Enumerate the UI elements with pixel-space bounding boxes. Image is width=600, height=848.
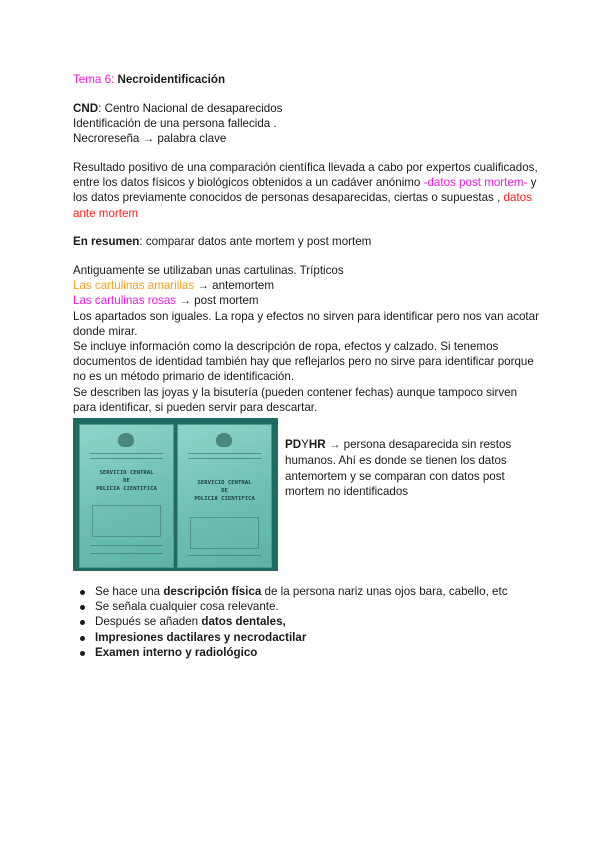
pdyhr-paragraph	[285, 437, 525, 500]
page-title	[73, 72, 543, 87]
resultado-text-2: y los datos previamente conocidos de personas desaparecidas, ciertas o supuestas ,	[73, 176, 537, 205]
cnd-line	[73, 101, 543, 116]
divider	[90, 545, 163, 546]
apartados-paragraph: Los apartados son iguales. La ropa y efectos no sirven para identificar pero nos van acotar donde mirar.	[73, 309, 539, 338]
divider	[188, 458, 261, 459]
folder-title-line: POLICIA CIENTIFICA	[194, 496, 255, 502]
rosas-text: → post mortem	[176, 294, 259, 308]
rosas-line	[73, 293, 543, 308]
joyas-paragraph: Se describen las joyas y la bisutería (pueden contener fechas) aunque tampoco sirven para identificar, si pueden servir para descartar.	[73, 385, 518, 414]
divider	[90, 453, 163, 454]
resultado-text-1: Resultado positivo de una comparación científica llevada a cabo por expertos cualificados, entre los datos físicos y biológicos obtenidos a un cadáver anónimo	[73, 161, 538, 190]
necroresena-line: Necroreseña → palabra clave	[73, 132, 227, 146]
cnd-text: : Centro Nacional de desaparecidos	[98, 102, 283, 115]
folder-title-line: DE	[123, 478, 130, 484]
folder-title	[182, 479, 267, 503]
topic-title: Necroidentificación	[117, 73, 226, 86]
pdyhr-abbr-3: HR	[308, 438, 326, 451]
list-item	[73, 599, 533, 614]
cnd-abbr: CND	[73, 102, 99, 115]
amarillas-line	[73, 278, 543, 293]
bullet-icon	[80, 636, 85, 641]
topic-label: Tema 6:	[73, 73, 115, 86]
item-bold: descripción física	[163, 585, 262, 598]
amarillas-label: Las cartulinas amarillas	[73, 279, 195, 293]
amarillas-text: → antemortem	[194, 279, 275, 293]
bullet-icon	[80, 651, 85, 656]
folder-title-line: POLICIA CIENTIFICA	[96, 486, 157, 492]
bullet-icon	[80, 605, 85, 610]
resumen-text: : comparar datos ante mortem y post mortem	[139, 235, 372, 248]
pdyhr-abbr-1: PD	[285, 438, 302, 451]
bullet-icon	[80, 590, 85, 595]
list-item	[73, 645, 533, 660]
ante-mortem-highlight: datos ante mortem	[73, 191, 532, 220]
item-text: Se hace una	[95, 585, 164, 598]
bullet-icon	[80, 620, 85, 625]
folder-title	[84, 469, 169, 493]
item-text: Después se añaden	[95, 615, 202, 629]
item-bold: Examen interno y radiológico	[95, 645, 258, 659]
resumen-line	[73, 234, 543, 249]
form-box	[190, 517, 259, 549]
crest-emblem	[216, 433, 232, 447]
post-mortem-highlight: -datos post mortem-	[423, 176, 528, 190]
folder-title-line: DE	[221, 488, 228, 494]
crest-emblem	[118, 433, 134, 447]
folder-title-line: SERVICIO CENTRAL	[99, 470, 154, 476]
divider	[188, 555, 261, 556]
cartulinas-section	[73, 263, 543, 415]
bullet-list	[73, 584, 533, 660]
item-text: de la persona nariz unas ojos bara, cabello, etc	[261, 585, 508, 598]
form-box	[92, 505, 161, 537]
resumen-label: En resumen	[73, 235, 140, 248]
item-bold: datos dentales,	[201, 615, 286, 629]
divider	[188, 453, 261, 454]
folder-left	[79, 424, 174, 568]
incluye-paragraph: Se incluye información como la descripción de ropa, efectos y calzado. Si tenemos documentos de identidad también hay que reflejarlos pero no sirve para identificar porque no es un método primario de identificación.	[73, 340, 534, 384]
antiguamente-line: Antiguamente se utilizaban unas cartulinas. Trípticos	[73, 264, 344, 277]
rosas-label: Las cartulinas rosas	[73, 294, 177, 308]
folder-right	[177, 424, 272, 568]
item-text: Se señala cualquier cosa relevante.	[95, 600, 279, 614]
resultado-paragraph	[73, 160, 543, 221]
list-item	[73, 584, 533, 599]
list-item	[73, 630, 533, 645]
list-item	[73, 614, 533, 629]
item-bold: Impresiones dactilares y necrodactilar	[95, 630, 307, 644]
cartulinas-photo	[73, 418, 278, 571]
identificacion-line: Identificación de una persona fallecida .	[73, 117, 277, 131]
pdyhr-abbr-2: Y	[301, 438, 309, 451]
folder-title-line: SERVICIO CENTRAL	[197, 480, 252, 486]
divider	[90, 553, 163, 554]
pdyhr-text: → persona desaparecida sin restos humanos. Ahí es donde se tienen los datos antemortem y se comparan con datos post mortem no identificados	[285, 438, 512, 499]
divider	[90, 458, 163, 459]
cnd-section	[73, 101, 543, 147]
